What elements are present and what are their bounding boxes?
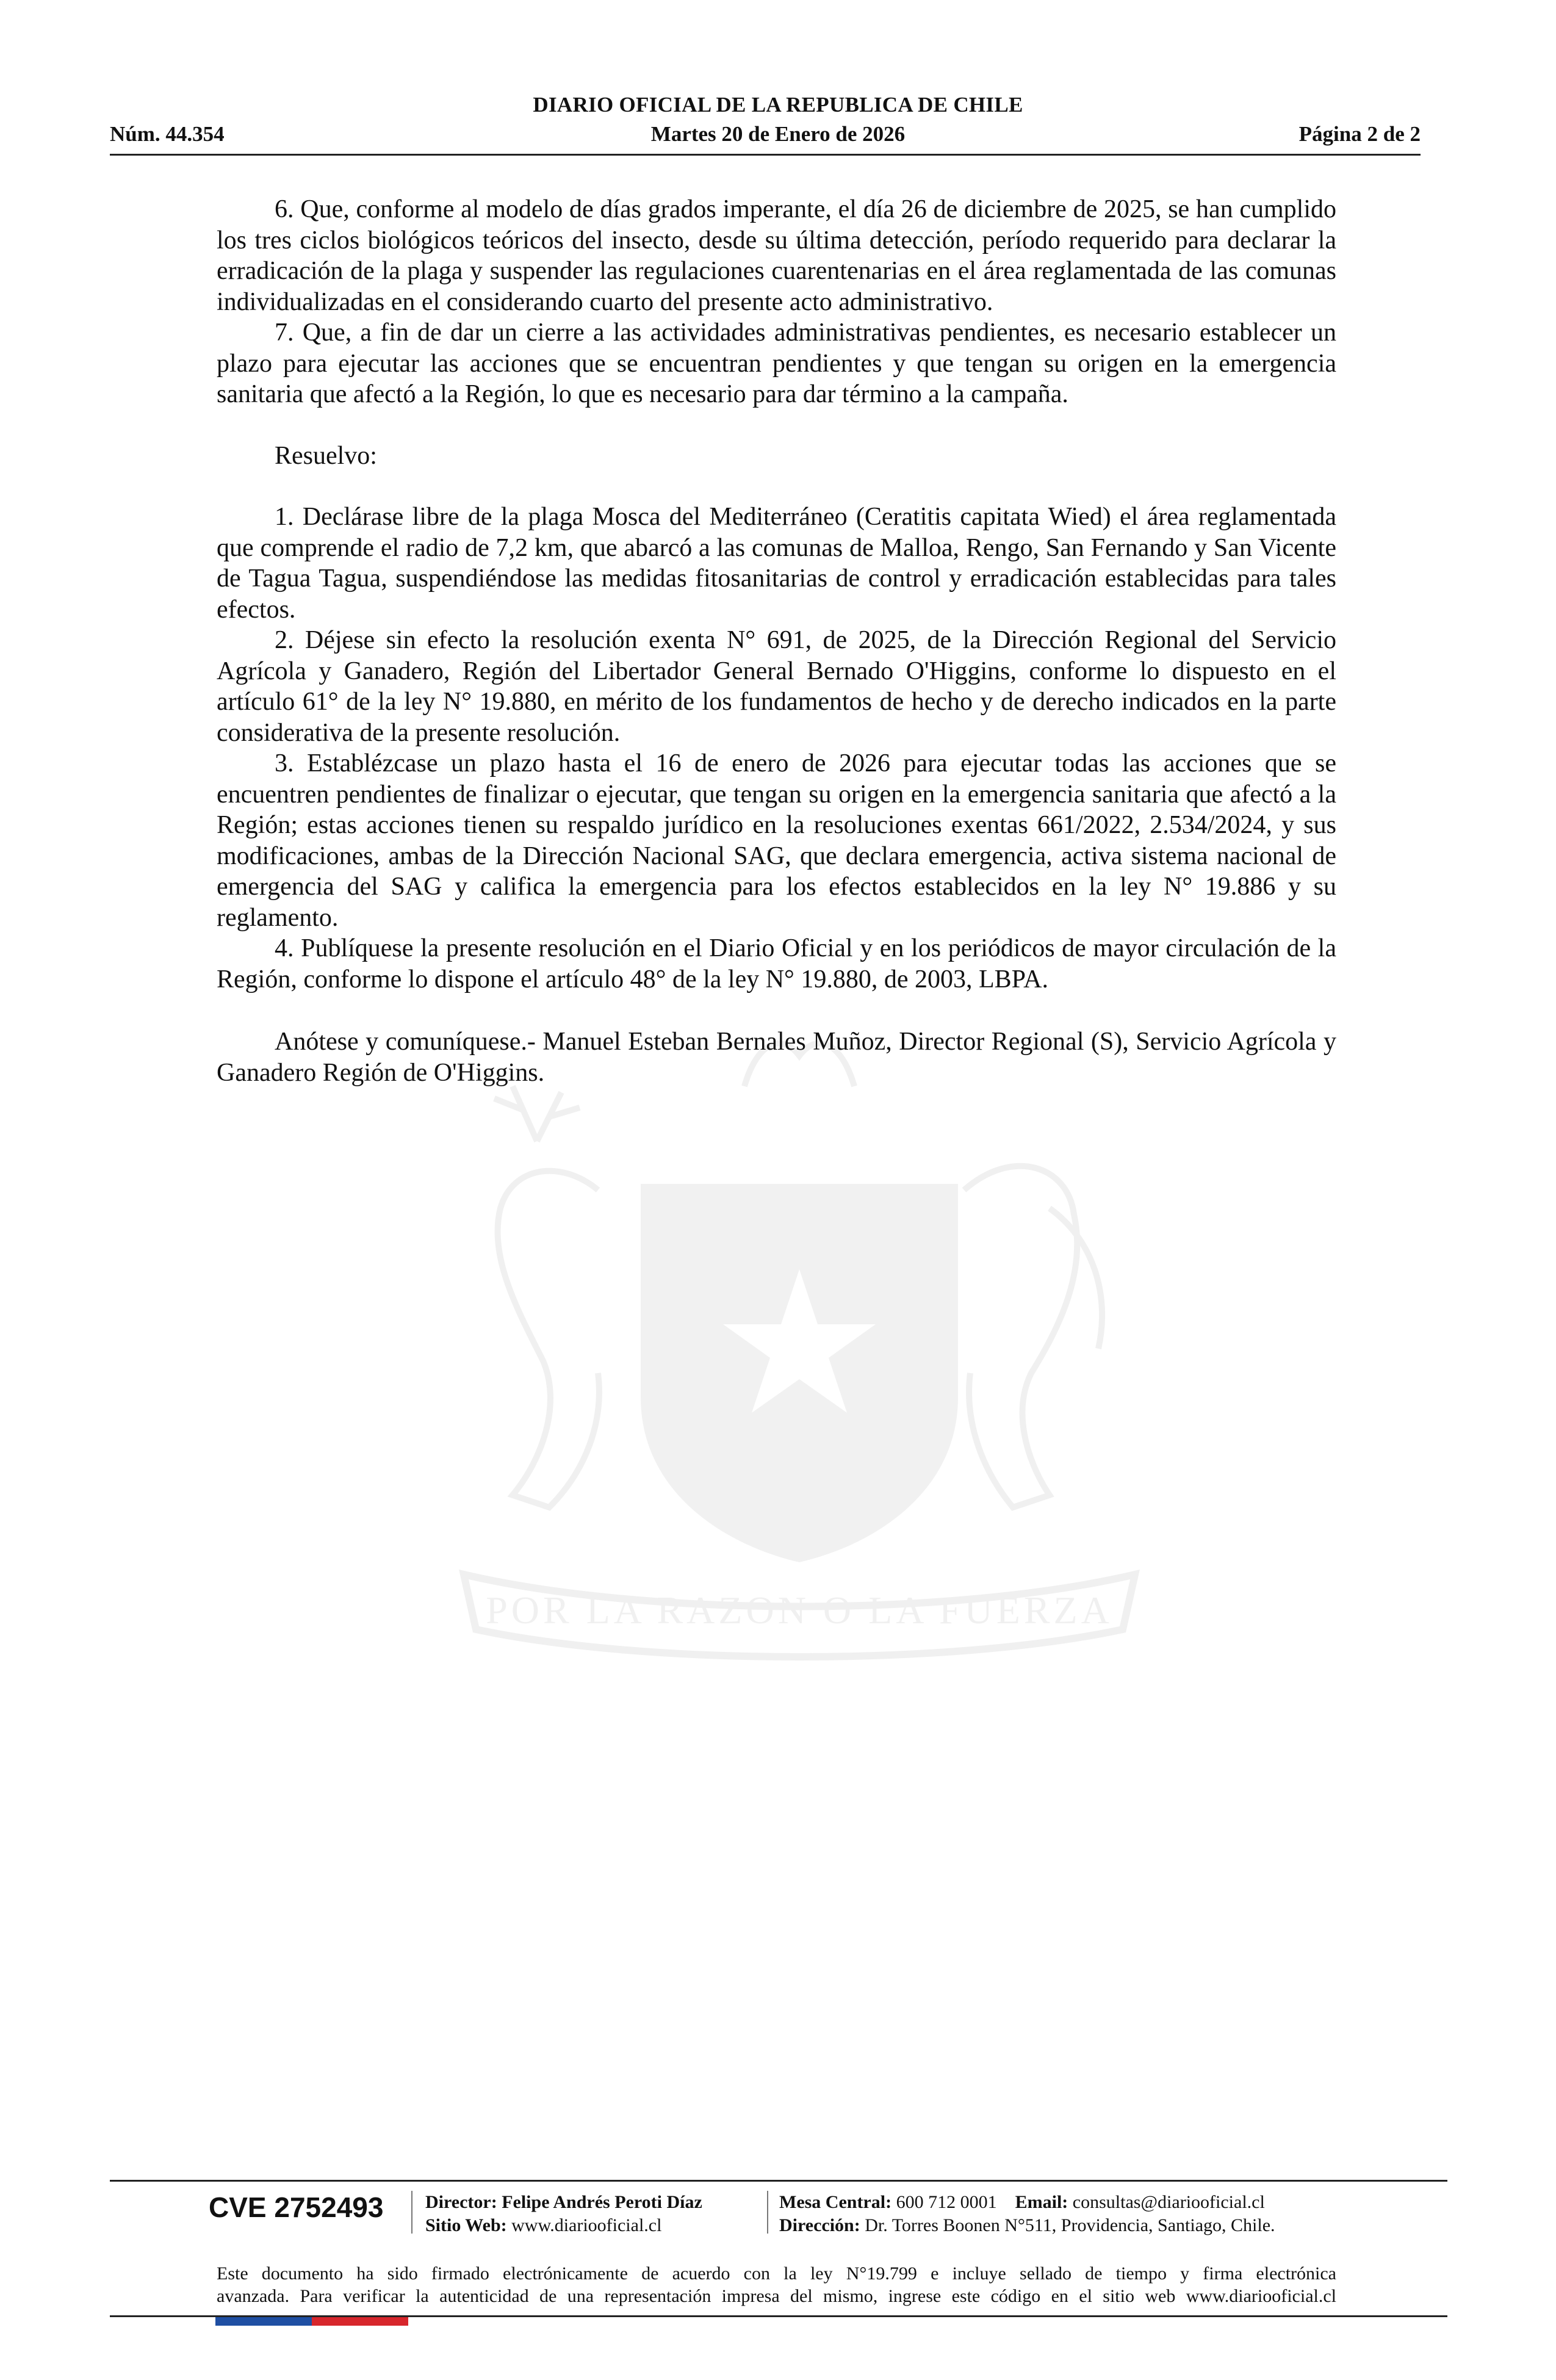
issue-number: Núm. 44.354 xyxy=(110,122,225,146)
resuelvo-heading: Resuelvo: xyxy=(275,441,377,470)
resolutivo-1: 1. Declárase libre de la plaga Mosca del Mediterráneo (Ceratitis capitata Wied) el área reglamentada que comprende el radio de 7,2 km, que abarcó a las comunas de Malloa, Rengo, San Fernando y San Vicente de Tagua Tagua, suspendiéndose las medidas fitosanitarias de control y erradicación establecidas para tales efectos. xyxy=(217,503,1336,624)
watermark-motto: POR LA RAZON O LA FUERZA xyxy=(486,1588,1113,1632)
publication-title: DIARIO OFICIAL DE LA REPUBLICA DE CHILE xyxy=(533,93,1023,117)
footer-divider xyxy=(411,2191,412,2234)
page-header xyxy=(0,0,1556,165)
email-label: Email: xyxy=(1015,2192,1068,2212)
footer-divider xyxy=(767,2191,768,2234)
header-rule xyxy=(110,154,1421,156)
legal-line-2: avanzada. Para verificar la autenticidad de una representación impresa del mismo, ingrese este código en el sitio web www.diariooficial.cl xyxy=(217,2286,1336,2306)
resolutivo-4: 4. Publíquese la presente resolución en el Diario Oficial y en los periódicos de mayor circulación de la Región, conforme lo dispone el artículo 48° de la ley N° 19.880, de 2003, LBPA. xyxy=(217,934,1336,993)
legal-line-1: Este documento ha sido firmado electrónicamente de acuerdo con la ley N°19.799 e incluye sellado de tiempo y firma electrónica xyxy=(217,2263,1336,2284)
flag-stripe-red xyxy=(312,2317,408,2326)
sitio-label: Sitio Web: xyxy=(425,2215,507,2235)
footer-top-rule xyxy=(110,2180,1447,2182)
sitio-link[interactable]: www.diariooficial.cl xyxy=(511,2215,662,2235)
document-body xyxy=(217,194,1336,1088)
direccion-value: Dr. Torres Boonen N°511, Providencia, Santiago, Chile. xyxy=(865,2215,1275,2235)
footer-director-block xyxy=(425,2191,702,2237)
page-number: Página 2 de 2 xyxy=(1298,122,1421,146)
mesa-phone: 600 712 0001 xyxy=(896,2192,997,2212)
flag-stripe-blue xyxy=(215,2317,312,2326)
issue-date: Martes 20 de Enero de 2026 xyxy=(650,122,906,146)
cve-code: CVE 2752493 xyxy=(209,2191,384,2223)
resolutivo-2: 2. Déjese sin efecto la resolución exenta N° 691, de 2025, de la Dirección Regional del Servicio Agrícola y Ganadero, Región del Libertador General Bernado O'Higgins, conforme lo dispuesto en el artículo 61° de la ley N° 19.880, en mérito de los fundamentos de hecho y de derecho indicados en la parte considerativa de la presente resolución. xyxy=(217,626,1336,747)
director-label: Director: xyxy=(425,2192,497,2212)
considerando-7: 7. Que, a fin de dar un cierre a las actividades administrativas pendientes, es necesario establecer un plazo para ejecutar las acciones que se encuentran pendientes y que tengan su origen en la emergencia sanitaria que afectó a la Región, lo que es necesario para dar término a la campaña. xyxy=(217,319,1336,408)
legal-notice xyxy=(217,2262,1336,2307)
coat-of-arms-watermark xyxy=(281,1007,1318,1678)
closing-signature: Anótese y comuníquese.- Manuel Esteban Bernales Muñoz, Director Regional (S), Servicio Agrícola y Ganadero Región de O'Higgins. xyxy=(217,1028,1336,1087)
resolutivo-3: 3. Establézcase un plazo hasta el 16 de enero de 2026 para ejecutar todas las acciones que se encuentren pendientes de finalizar o ejecutar, que tengan su origen en la emergencia sanitaria que afectó a la Región; estas acciones tienen su respaldo jurídico en la resoluciones exentas 661/2022, 2.534/2024, y sus modificaciones, ambas de la Dirección Nacional SAG, que declara emergencia, activa sistema nacional de emergencia del SAG y califica la emergencia para los efectos establecidos en la ley N° 19.886 y su reglamento. xyxy=(217,749,1336,932)
mesa-label: Mesa Central: xyxy=(779,2192,892,2212)
director-name: Felipe Andrés Peroti Díaz xyxy=(502,2192,702,2212)
footer-contact-block xyxy=(779,2191,1275,2237)
email-link[interactable]: consultas@diariooficial.cl xyxy=(1072,2192,1265,2212)
direccion-label: Dirección: xyxy=(779,2215,860,2235)
considerando-6: 6. Que, conforme al modelo de días grados imperante, el día 26 de diciembre de 2025, se han cumplido los tres ciclos biológicos teóricos del insecto, desde su última detección, período requerido para declarar la erradicación de la plaga y suspender las regulaciones cuarentenarias en el área reglamentada de las comunas individualizadas en el considerando cuarto del presente acto administrativo. xyxy=(217,195,1336,316)
